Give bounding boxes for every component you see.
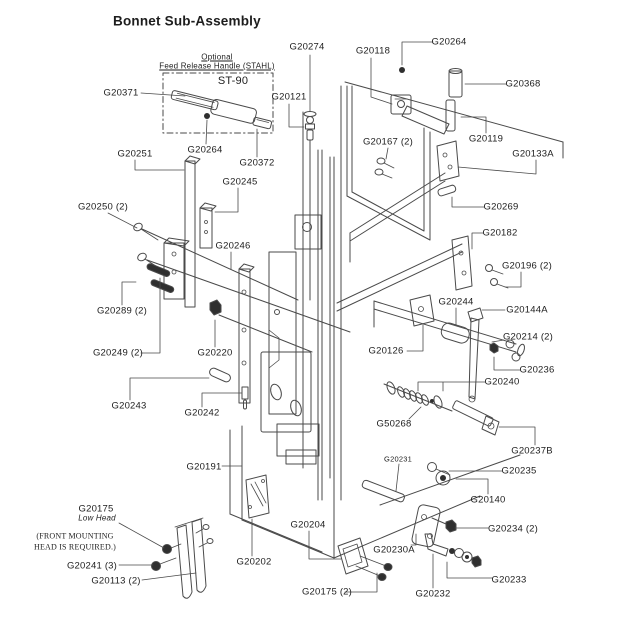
part-label-G20368: G20368 — [505, 78, 541, 90]
part-label-G20230A: G20230A — [373, 544, 415, 556]
part-label-G20133A: G20133A — [512, 148, 554, 160]
part-label-G20244: G20244 — [438, 296, 474, 308]
front-mounting-note-line1: (FRONT MOUNTING — [36, 531, 114, 541]
part-label-G20243: G20243 — [111, 400, 147, 412]
part-label-G20269: G20269 — [483, 201, 519, 213]
part-label-G20233: G20233 — [491, 574, 527, 586]
part-label-G20236: G20236 — [519, 364, 555, 376]
part-label-G20118: G20118 — [355, 45, 391, 57]
part-label-G20220: G20220 — [197, 347, 233, 359]
part-label-G20182: G20182 — [482, 227, 518, 239]
part-label-G20204: G20204 — [290, 519, 326, 531]
part-label-G20140: G20140 — [470, 494, 506, 506]
optional-note-line1: Optional — [201, 52, 233, 62]
diagram-title: Bonnet Sub-Assembly — [113, 13, 261, 29]
part-label-G20371: G20371 — [103, 87, 139, 99]
part-label-G20202: G20202 — [236, 556, 272, 568]
part-label-G20241-3: G20241 (3) — [66, 560, 118, 572]
optional-model: ST-90 — [217, 75, 249, 87]
part-label-G50268: G50268 — [376, 418, 412, 430]
front-mounting-note-line2: HEAD IS REQUIRED.) — [33, 542, 117, 552]
part-label-G20214-2: G20214 (2) — [502, 331, 554, 343]
part-label-G20250-2: G20250 (2) — [77, 201, 129, 213]
part-label-G20246: G20246 — [215, 240, 251, 252]
low-head-note: Low Head — [78, 513, 116, 523]
optional-note-line2: Feed Release Handle (STAHL) — [159, 61, 275, 71]
part-label-G20264-top: G20264 — [431, 36, 467, 48]
part-label-G20175-lowhead: G20175 — [78, 503, 114, 515]
part-label-G20196-2: G20196 (2) — [501, 260, 553, 272]
part-label-G20232: G20232 — [415, 588, 451, 600]
part-label-G20289-2: G20289 (2) — [96, 305, 148, 317]
part-label-G20240: G20240 — [484, 376, 520, 388]
part-label-G20234-2: G20234 (2) — [487, 523, 539, 535]
part-label-G20372: G20372 — [239, 157, 275, 169]
part-label-G20264-handle: G20264 — [187, 144, 223, 156]
part-label-G20191: G20191 — [186, 461, 222, 473]
part-label-G20245: G20245 — [222, 176, 258, 188]
part-label-G20126: G20126 — [368, 345, 404, 357]
part-label-G20119: G20119 — [468, 133, 504, 145]
part-label-G20242: G20242 — [184, 407, 220, 419]
part-label-G20121: G20121 — [271, 91, 307, 103]
part-label-G20167-2: G20167 (2) — [362, 136, 414, 148]
part-label-G20231: G20231 — [384, 454, 412, 464]
part-label-G20235: G20235 — [501, 465, 537, 477]
part-label-G20249-2: G20249 (2) — [92, 347, 144, 359]
part-label-G20237B: G20237B — [511, 445, 553, 457]
part-label-G20175-2: G20175 (2) — [301, 586, 353, 598]
part-label-G20251: G20251 — [117, 148, 153, 160]
part-label-G20144A: G20144A — [506, 304, 548, 316]
part-label-G20113-2: G20113 (2) — [91, 575, 141, 587]
part-label-G20274: G20274 — [289, 41, 325, 53]
